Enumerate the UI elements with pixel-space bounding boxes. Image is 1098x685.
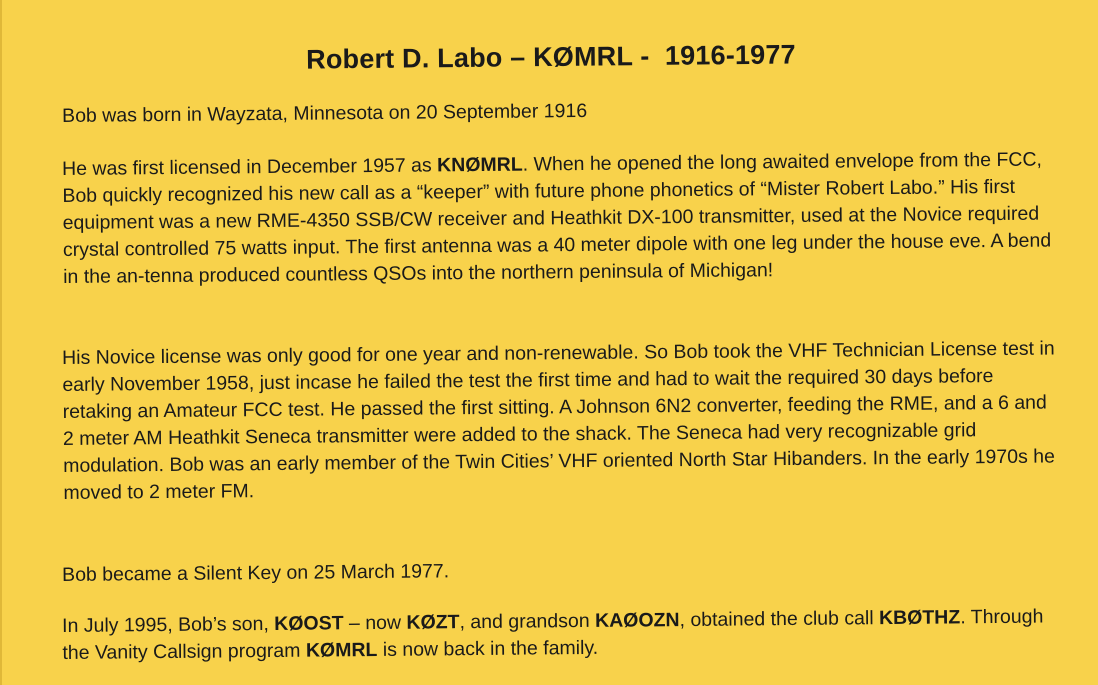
paragraph-technician-license <box>62 335 1064 507</box>
paragraph-silent-key <box>62 552 1062 589</box>
paragraph-text: . Through the Vanity Callsign program <box>62 605 1044 664</box>
paragraph-text: , obtained the club call <box>679 607 880 632</box>
callsign: KØMRL <box>305 638 378 662</box>
paragraph-family-callsign <box>62 603 1062 667</box>
callsign: KØOST <box>274 612 344 635</box>
paragraph-text: . When he opened the long awaited envelope from the FCC, Bob quickly recognized his new call as a “keeper” with future phone phonetics of “Mister Robert Labo.” His first equipment was a new RME-4350 SSB/CW receiver and Heathkit DX-100 transmitter, used at the Novice required crystal controlled 75 watts input. The first antenna was a 40 meter dipole with one leg under the house eve. A bend in the an-tenna produced countless QSOs into the northern peninsula of Michigan! <box>62 148 1052 288</box>
paragraph-text: Bob became a Silent Key on 25 March 1977. <box>62 560 450 586</box>
paragraph-text: , and grandson <box>459 609 596 634</box>
callsign: KAØOZN <box>594 609 680 632</box>
paragraph-text: His Novice license was only good for one year and non-renewable. So Bob took the VHF Technician License test in early November 1958, just incase he failed the test the first time and had to wait the required 30 days before retaking an Amateur FCC test. He passed the first sitting. A Johnson 6N2 converter, feeding the RME, and a 6 and 2 meter AM Heathkit Seneca transmitter were added to the shack. The Seneca had very recognizable grid modulation. Bob was an early member of the Twin Cities’ VHF oriented North Star Hibanders. In the early 1970s he moved to 2 meter FM. <box>62 337 1055 504</box>
callsign: KØZT <box>406 611 460 634</box>
paragraph-text: He was first licensed in December 1957 as <box>62 154 438 180</box>
paragraph-text: Bob was born in Wayzata, Minnesota on 20 September 1916 <box>62 99 588 127</box>
callsign: KBØTHZ <box>878 606 961 630</box>
paragraph-first-license <box>62 146 1063 291</box>
paragraph-text: is now back in the family. <box>377 636 599 661</box>
paragraph-text: In July 1995, Bob’s son, <box>62 612 275 637</box>
paragraph-text: – now <box>343 611 407 635</box>
card-title: Robert D. Labo – KØMRL - 1916-1977 <box>306 39 796 75</box>
paragraph-birth <box>62 93 1062 130</box>
callsign: KNØMRL <box>437 153 523 177</box>
